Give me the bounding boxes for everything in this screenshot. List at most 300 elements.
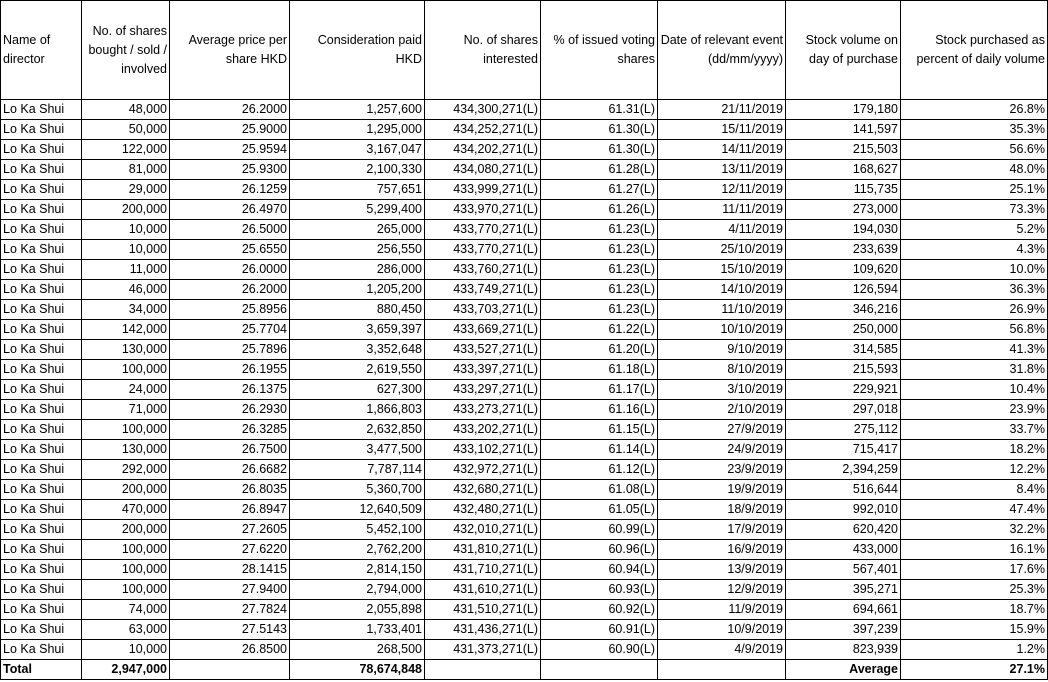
cell-stock-volume: 250,000: [786, 320, 901, 340]
cell-director-name: Lo Ka Shui: [1, 320, 82, 340]
cell-shares-interested: 434,202,271(L): [425, 140, 541, 160]
cell-shares-interested: 433,102,271(L): [425, 440, 541, 460]
cell-shares-interested: 433,770,271(L): [425, 220, 541, 240]
cell-director-name: Lo Ka Shui: [1, 440, 82, 460]
total-consideration: 78,674,848: [290, 660, 425, 680]
cell-percent-daily: 12.2%: [901, 460, 1048, 480]
cell-director-name: Lo Ka Shui: [1, 540, 82, 560]
cell-percent-daily: 48.0%: [901, 160, 1048, 180]
cell-shares-interested: 433,397,271(L): [425, 360, 541, 380]
cell-percent-daily: 1.2%: [901, 640, 1048, 660]
table-row: [1, 400, 1048, 420]
cell-consideration: 265,000: [290, 220, 425, 240]
cell-percent-daily: 10.0%: [901, 260, 1048, 280]
cell-shares: 200,000: [82, 520, 170, 540]
cell-event-date: 15/11/2019: [658, 120, 786, 140]
cell-event-date: 9/10/2019: [658, 340, 786, 360]
table-row: [1, 100, 1048, 120]
cell-average-price: 26.1259: [170, 180, 290, 200]
cell-event-date: 27/9/2019: [658, 420, 786, 440]
cell-percent-daily: 5.2%: [901, 220, 1048, 240]
table-row: [1, 640, 1048, 660]
table-row: [1, 160, 1048, 180]
table-row: [1, 600, 1048, 620]
cell-shares-interested: 433,770,271(L): [425, 240, 541, 260]
cell-consideration: 1,295,000: [290, 120, 425, 140]
cell-percent-daily: 25.1%: [901, 180, 1048, 200]
cell-average-price: 27.7824: [170, 600, 290, 620]
header-name-of-director: Name of director: [1, 1, 82, 100]
cell-percent-voting: 61.05(L): [541, 500, 658, 520]
cell-consideration: 268,500: [290, 640, 425, 660]
table-row: [1, 540, 1048, 560]
header-consideration-paid: Consideration paid HKD: [290, 1, 425, 100]
cell-shares: 48,000: [82, 100, 170, 120]
cell-shares: 100,000: [82, 560, 170, 580]
cell-average-price: 26.2000: [170, 280, 290, 300]
cell-percent-daily: 31.8%: [901, 360, 1048, 380]
cell-shares-interested: 431,610,271(L): [425, 580, 541, 600]
header-shares-interested: No. of shares interested: [425, 1, 541, 100]
cell-consideration: 5,452,100: [290, 520, 425, 540]
cell-shares: 100,000: [82, 540, 170, 560]
cell-percent-voting: 60.91(L): [541, 620, 658, 640]
cell-average-price: 27.6220: [170, 540, 290, 560]
cell-director-name: Lo Ka Shui: [1, 340, 82, 360]
cell-event-date: 10/10/2019: [658, 320, 786, 340]
cell-percent-voting: 61.30(L): [541, 140, 658, 160]
cell-consideration: 256,550: [290, 240, 425, 260]
cell-average-price: 26.0000: [170, 260, 290, 280]
cell-director-name: Lo Ka Shui: [1, 400, 82, 420]
cell-shares: 81,000: [82, 160, 170, 180]
cell-stock-volume: 433,000: [786, 540, 901, 560]
cell-consideration: 3,477,500: [290, 440, 425, 460]
cell-shares: 34,000: [82, 300, 170, 320]
table-row: [1, 200, 1048, 220]
average-value: 27.1%: [901, 660, 1048, 680]
cell-event-date: 12/9/2019: [658, 580, 786, 600]
cell-average-price: 26.4970: [170, 200, 290, 220]
cell-stock-volume: 2,394,259: [786, 460, 901, 480]
cell-percent-voting: 61.23(L): [541, 220, 658, 240]
cell-percent-voting: 61.08(L): [541, 480, 658, 500]
cell-stock-volume: 715,417: [786, 440, 901, 460]
cell-shares: 200,000: [82, 200, 170, 220]
cell-stock-volume: 115,735: [786, 180, 901, 200]
cell-shares: 24,000: [82, 380, 170, 400]
cell-shares-interested: 431,436,271(L): [425, 620, 541, 640]
cell-event-date: 24/9/2019: [658, 440, 786, 460]
cell-director-name: Lo Ka Shui: [1, 300, 82, 320]
table-row: [1, 560, 1048, 580]
cell-consideration: 12,640,509: [290, 500, 425, 520]
cell-percent-daily: 25.3%: [901, 580, 1048, 600]
cell-director-name: Lo Ka Shui: [1, 360, 82, 380]
cell-average-price: 25.9300: [170, 160, 290, 180]
cell-average-price: 26.1955: [170, 360, 290, 380]
cell-consideration: 757,651: [290, 180, 425, 200]
totals-row: [1, 660, 1048, 680]
cell-average-price: 28.1415: [170, 560, 290, 580]
table-row: [1, 520, 1048, 540]
cell-director-name: Lo Ka Shui: [1, 220, 82, 240]
cell-shares: 122,000: [82, 140, 170, 160]
cell-shares-interested: 433,297,271(L): [425, 380, 541, 400]
cell-average-price: 25.9594: [170, 140, 290, 160]
cell-percent-voting: 60.92(L): [541, 600, 658, 620]
table-row: [1, 140, 1048, 160]
cell-stock-volume: 346,216: [786, 300, 901, 320]
total-empty-price: [170, 660, 290, 680]
cell-shares-interested: 434,080,271(L): [425, 160, 541, 180]
cell-shares-interested: 433,703,271(L): [425, 300, 541, 320]
cell-shares: 71,000: [82, 400, 170, 420]
total-label: Total: [1, 660, 82, 680]
cell-shares: 63,000: [82, 620, 170, 640]
table-row: [1, 580, 1048, 600]
header-stock-volume: Stock volume on day of purchase: [786, 1, 901, 100]
table-body: [1, 100, 1048, 660]
table-row: [1, 460, 1048, 480]
cell-percent-daily: 33.7%: [901, 420, 1048, 440]
cell-event-date: 25/10/2019: [658, 240, 786, 260]
total-empty-interested: [425, 660, 541, 680]
cell-percent-daily: 17.6%: [901, 560, 1048, 580]
cell-consideration: 2,632,850: [290, 420, 425, 440]
cell-director-name: Lo Ka Shui: [1, 420, 82, 440]
cell-shares: 10,000: [82, 640, 170, 660]
cell-director-name: Lo Ka Shui: [1, 200, 82, 220]
cell-shares-interested: 433,669,271(L): [425, 320, 541, 340]
cell-event-date: 16/9/2019: [658, 540, 786, 560]
cell-percent-daily: 56.8%: [901, 320, 1048, 340]
cell-consideration: 627,300: [290, 380, 425, 400]
cell-shares-interested: 434,300,271(L): [425, 100, 541, 120]
cell-shares-interested: 434,252,271(L): [425, 120, 541, 140]
cell-stock-volume: 395,271: [786, 580, 901, 600]
cell-shares: 50,000: [82, 120, 170, 140]
cell-percent-daily: 18.7%: [901, 600, 1048, 620]
cell-consideration: 3,352,648: [290, 340, 425, 360]
cell-director-name: Lo Ka Shui: [1, 580, 82, 600]
cell-average-price: 26.3285: [170, 420, 290, 440]
cell-consideration: 2,619,550: [290, 360, 425, 380]
table-row: [1, 320, 1048, 340]
cell-shares: 10,000: [82, 240, 170, 260]
table-row: [1, 280, 1048, 300]
cell-shares-interested: 431,373,271(L): [425, 640, 541, 660]
cell-stock-volume: 215,593: [786, 360, 901, 380]
cell-event-date: 3/10/2019: [658, 380, 786, 400]
cell-percent-voting: 61.28(L): [541, 160, 658, 180]
cell-percent-voting: 61.17(L): [541, 380, 658, 400]
cell-percent-voting: 61.23(L): [541, 240, 658, 260]
cell-stock-volume: 297,018: [786, 400, 901, 420]
cell-average-price: 25.6550: [170, 240, 290, 260]
cell-shares: 29,000: [82, 180, 170, 200]
cell-average-price: 26.6682: [170, 460, 290, 480]
cell-percent-daily: 73.3%: [901, 200, 1048, 220]
table-row: [1, 380, 1048, 400]
cell-shares: 200,000: [82, 480, 170, 500]
cell-percent-daily: 47.4%: [901, 500, 1048, 520]
cell-event-date: 19/9/2019: [658, 480, 786, 500]
cell-percent-voting: 61.20(L): [541, 340, 658, 360]
cell-event-date: 8/10/2019: [658, 360, 786, 380]
cell-event-date: 11/11/2019: [658, 200, 786, 220]
header-row: [1, 1, 1048, 100]
cell-shares: 100,000: [82, 420, 170, 440]
cell-percent-voting: 61.23(L): [541, 300, 658, 320]
cell-director-name: Lo Ka Shui: [1, 500, 82, 520]
cell-shares-interested: 432,972,271(L): [425, 460, 541, 480]
cell-event-date: 18/9/2019: [658, 500, 786, 520]
cell-percent-voting: 60.99(L): [541, 520, 658, 540]
cell-percent-voting: 61.14(L): [541, 440, 658, 460]
cell-event-date: 14/11/2019: [658, 140, 786, 160]
cell-shares-interested: 433,527,271(L): [425, 340, 541, 360]
cell-director-name: Lo Ka Shui: [1, 120, 82, 140]
cell-director-name: Lo Ka Shui: [1, 600, 82, 620]
cell-average-price: 26.5000: [170, 220, 290, 240]
cell-event-date: 11/9/2019: [658, 600, 786, 620]
cell-percent-daily: 15.9%: [901, 620, 1048, 640]
table-row: [1, 240, 1048, 260]
cell-average-price: 27.5143: [170, 620, 290, 640]
cell-stock-volume: 314,585: [786, 340, 901, 360]
cell-percent-daily: 8.4%: [901, 480, 1048, 500]
cell-percent-voting: 61.30(L): [541, 120, 658, 140]
cell-stock-volume: 168,627: [786, 160, 901, 180]
cell-average-price: 25.9000: [170, 120, 290, 140]
cell-percent-daily: 56.6%: [901, 140, 1048, 160]
cell-director-name: Lo Ka Shui: [1, 520, 82, 540]
cell-average-price: 26.2930: [170, 400, 290, 420]
cell-consideration: 5,299,400: [290, 200, 425, 220]
cell-stock-volume: 567,401: [786, 560, 901, 580]
cell-shares: 470,000: [82, 500, 170, 520]
cell-average-price: 25.8956: [170, 300, 290, 320]
table-row: [1, 300, 1048, 320]
cell-shares-interested: 431,710,271(L): [425, 560, 541, 580]
cell-stock-volume: 215,503: [786, 140, 901, 160]
cell-event-date: 14/10/2019: [658, 280, 786, 300]
header-no-of-shares: No. of shares bought / sold / involved: [82, 1, 170, 100]
table-row: [1, 440, 1048, 460]
table-row: [1, 420, 1048, 440]
cell-percent-voting: 61.15(L): [541, 420, 658, 440]
cell-consideration: 286,000: [290, 260, 425, 280]
cell-average-price: 26.8947: [170, 500, 290, 520]
cell-percent-voting: 61.31(L): [541, 100, 658, 120]
cell-stock-volume: 694,661: [786, 600, 901, 620]
cell-event-date: 23/9/2019: [658, 460, 786, 480]
cell-shares: 10,000: [82, 220, 170, 240]
table-row: [1, 500, 1048, 520]
table-row: [1, 180, 1048, 200]
cell-stock-volume: 126,594: [786, 280, 901, 300]
cell-shares: 130,000: [82, 340, 170, 360]
cell-consideration: 3,659,397: [290, 320, 425, 340]
cell-average-price: 26.8500: [170, 640, 290, 660]
cell-stock-volume: 233,639: [786, 240, 901, 260]
header-average-price: Average price per share HKD: [170, 1, 290, 100]
cell-event-date: 2/10/2019: [658, 400, 786, 420]
cell-shares-interested: 432,480,271(L): [425, 500, 541, 520]
cell-director-name: Lo Ka Shui: [1, 380, 82, 400]
cell-shares-interested: 433,749,271(L): [425, 280, 541, 300]
cell-percent-daily: 26.8%: [901, 100, 1048, 120]
cell-event-date: 13/9/2019: [658, 560, 786, 580]
cell-consideration: 2,055,898: [290, 600, 425, 620]
cell-percent-voting: 60.93(L): [541, 580, 658, 600]
cell-average-price: 26.8035: [170, 480, 290, 500]
cell-stock-volume: 229,921: [786, 380, 901, 400]
table-row: [1, 120, 1048, 140]
cell-stock-volume: 109,620: [786, 260, 901, 280]
table-row: [1, 260, 1048, 280]
cell-consideration: 3,167,047: [290, 140, 425, 160]
cell-director-name: Lo Ka Shui: [1, 560, 82, 580]
table-row: [1, 340, 1048, 360]
cell-percent-voting: 61.22(L): [541, 320, 658, 340]
cell-shares-interested: 432,010,271(L): [425, 520, 541, 540]
cell-director-name: Lo Ka Shui: [1, 640, 82, 660]
cell-average-price: 27.2605: [170, 520, 290, 540]
cell-shares-interested: 433,202,271(L): [425, 420, 541, 440]
cell-shares-interested: 431,810,271(L): [425, 540, 541, 560]
cell-shares: 130,000: [82, 440, 170, 460]
table-row: [1, 220, 1048, 240]
cell-shares-interested: 433,273,271(L): [425, 400, 541, 420]
cell-percent-voting: 60.94(L): [541, 560, 658, 580]
cell-shares-interested: 431,510,271(L): [425, 600, 541, 620]
cell-percent-daily: 41.3%: [901, 340, 1048, 360]
table-row: [1, 360, 1048, 380]
cell-shares: 11,000: [82, 260, 170, 280]
cell-stock-volume: 516,644: [786, 480, 901, 500]
cell-event-date: 11/10/2019: [658, 300, 786, 320]
total-shares: 2,947,000: [82, 660, 170, 680]
cell-stock-volume: 273,000: [786, 200, 901, 220]
cell-shares: 292,000: [82, 460, 170, 480]
cell-stock-volume: 397,239: [786, 620, 901, 640]
cell-event-date: 15/10/2019: [658, 260, 786, 280]
cell-shares: 74,000: [82, 600, 170, 620]
cell-consideration: 2,814,150: [290, 560, 425, 580]
cell-director-name: Lo Ka Shui: [1, 280, 82, 300]
cell-stock-volume: 141,597: [786, 120, 901, 140]
table-row: [1, 620, 1048, 640]
cell-event-date: 13/11/2019: [658, 160, 786, 180]
cell-percent-daily: 4.3%: [901, 240, 1048, 260]
cell-director-name: Lo Ka Shui: [1, 160, 82, 180]
average-label: Average: [786, 660, 901, 680]
cell-average-price: 25.7896: [170, 340, 290, 360]
cell-consideration: 1,866,803: [290, 400, 425, 420]
cell-event-date: 17/9/2019: [658, 520, 786, 540]
cell-event-date: 12/11/2019: [658, 180, 786, 200]
cell-stock-volume: 275,112: [786, 420, 901, 440]
cell-average-price: 26.7500: [170, 440, 290, 460]
cell-percent-voting: 61.18(L): [541, 360, 658, 380]
cell-shares: 100,000: [82, 360, 170, 380]
cell-consideration: 7,787,114: [290, 460, 425, 480]
cell-shares-interested: 432,680,271(L): [425, 480, 541, 500]
total-empty-date: [658, 660, 786, 680]
table-row: [1, 480, 1048, 500]
cell-percent-daily: 18.2%: [901, 440, 1048, 460]
cell-director-name: Lo Ka Shui: [1, 240, 82, 260]
cell-stock-volume: 179,180: [786, 100, 901, 120]
cell-percent-voting: 61.26(L): [541, 200, 658, 220]
cell-percent-voting: 61.27(L): [541, 180, 658, 200]
cell-consideration: 2,794,000: [290, 580, 425, 600]
total-empty-percent: [541, 660, 658, 680]
header-date-of-event: Date of relevant event (dd/mm/yyyy): [658, 1, 786, 100]
cell-percent-daily: 35.3%: [901, 120, 1048, 140]
header-percent-issued-voting: % of issued voting shares: [541, 1, 658, 100]
cell-consideration: 880,450: [290, 300, 425, 320]
cell-percent-daily: 32.2%: [901, 520, 1048, 540]
cell-average-price: 26.1375: [170, 380, 290, 400]
cell-percent-voting: 60.96(L): [541, 540, 658, 560]
cell-consideration: 5,360,700: [290, 480, 425, 500]
cell-percent-daily: 23.9%: [901, 400, 1048, 420]
header-percent-daily-volume: Stock purchased as percent of daily volume: [901, 1, 1048, 100]
cell-consideration: 2,100,330: [290, 160, 425, 180]
cell-percent-voting: 60.90(L): [541, 640, 658, 660]
cell-percent-daily: 26.9%: [901, 300, 1048, 320]
cell-director-name: Lo Ka Shui: [1, 140, 82, 160]
cell-average-price: 26.2000: [170, 100, 290, 120]
cell-shares-interested: 433,999,271(L): [425, 180, 541, 200]
cell-percent-voting: 61.23(L): [541, 260, 658, 280]
cell-consideration: 1,733,401: [290, 620, 425, 640]
cell-director-name: Lo Ka Shui: [1, 620, 82, 640]
cell-average-price: 25.7704: [170, 320, 290, 340]
cell-stock-volume: 620,420: [786, 520, 901, 540]
cell-percent-voting: 61.16(L): [541, 400, 658, 420]
cell-stock-volume: 823,939: [786, 640, 901, 660]
cell-percent-daily: 10.4%: [901, 380, 1048, 400]
cell-percent-daily: 16.1%: [901, 540, 1048, 560]
cell-event-date: 4/9/2019: [658, 640, 786, 660]
cell-shares-interested: 433,970,271(L): [425, 200, 541, 220]
cell-director-name: Lo Ka Shui: [1, 100, 82, 120]
cell-director-name: Lo Ka Shui: [1, 480, 82, 500]
cell-director-name: Lo Ka Shui: [1, 460, 82, 480]
cell-consideration: 1,257,600: [290, 100, 425, 120]
cell-consideration: 1,205,200: [290, 280, 425, 300]
cell-average-price: 27.9400: [170, 580, 290, 600]
cell-director-name: Lo Ka Shui: [1, 260, 82, 280]
cell-shares-interested: 433,760,271(L): [425, 260, 541, 280]
cell-shares: 46,000: [82, 280, 170, 300]
cell-stock-volume: 194,030: [786, 220, 901, 240]
cell-event-date: 10/9/2019: [658, 620, 786, 640]
cell-shares: 100,000: [82, 580, 170, 600]
cell-stock-volume: 992,010: [786, 500, 901, 520]
cell-consideration: 2,762,200: [290, 540, 425, 560]
cell-event-date: 21/11/2019: [658, 100, 786, 120]
cell-shares: 142,000: [82, 320, 170, 340]
cell-event-date: 4/11/2019: [658, 220, 786, 240]
cell-percent-voting: 61.12(L): [541, 460, 658, 480]
cell-director-name: Lo Ka Shui: [1, 180, 82, 200]
cell-percent-daily: 36.3%: [901, 280, 1048, 300]
